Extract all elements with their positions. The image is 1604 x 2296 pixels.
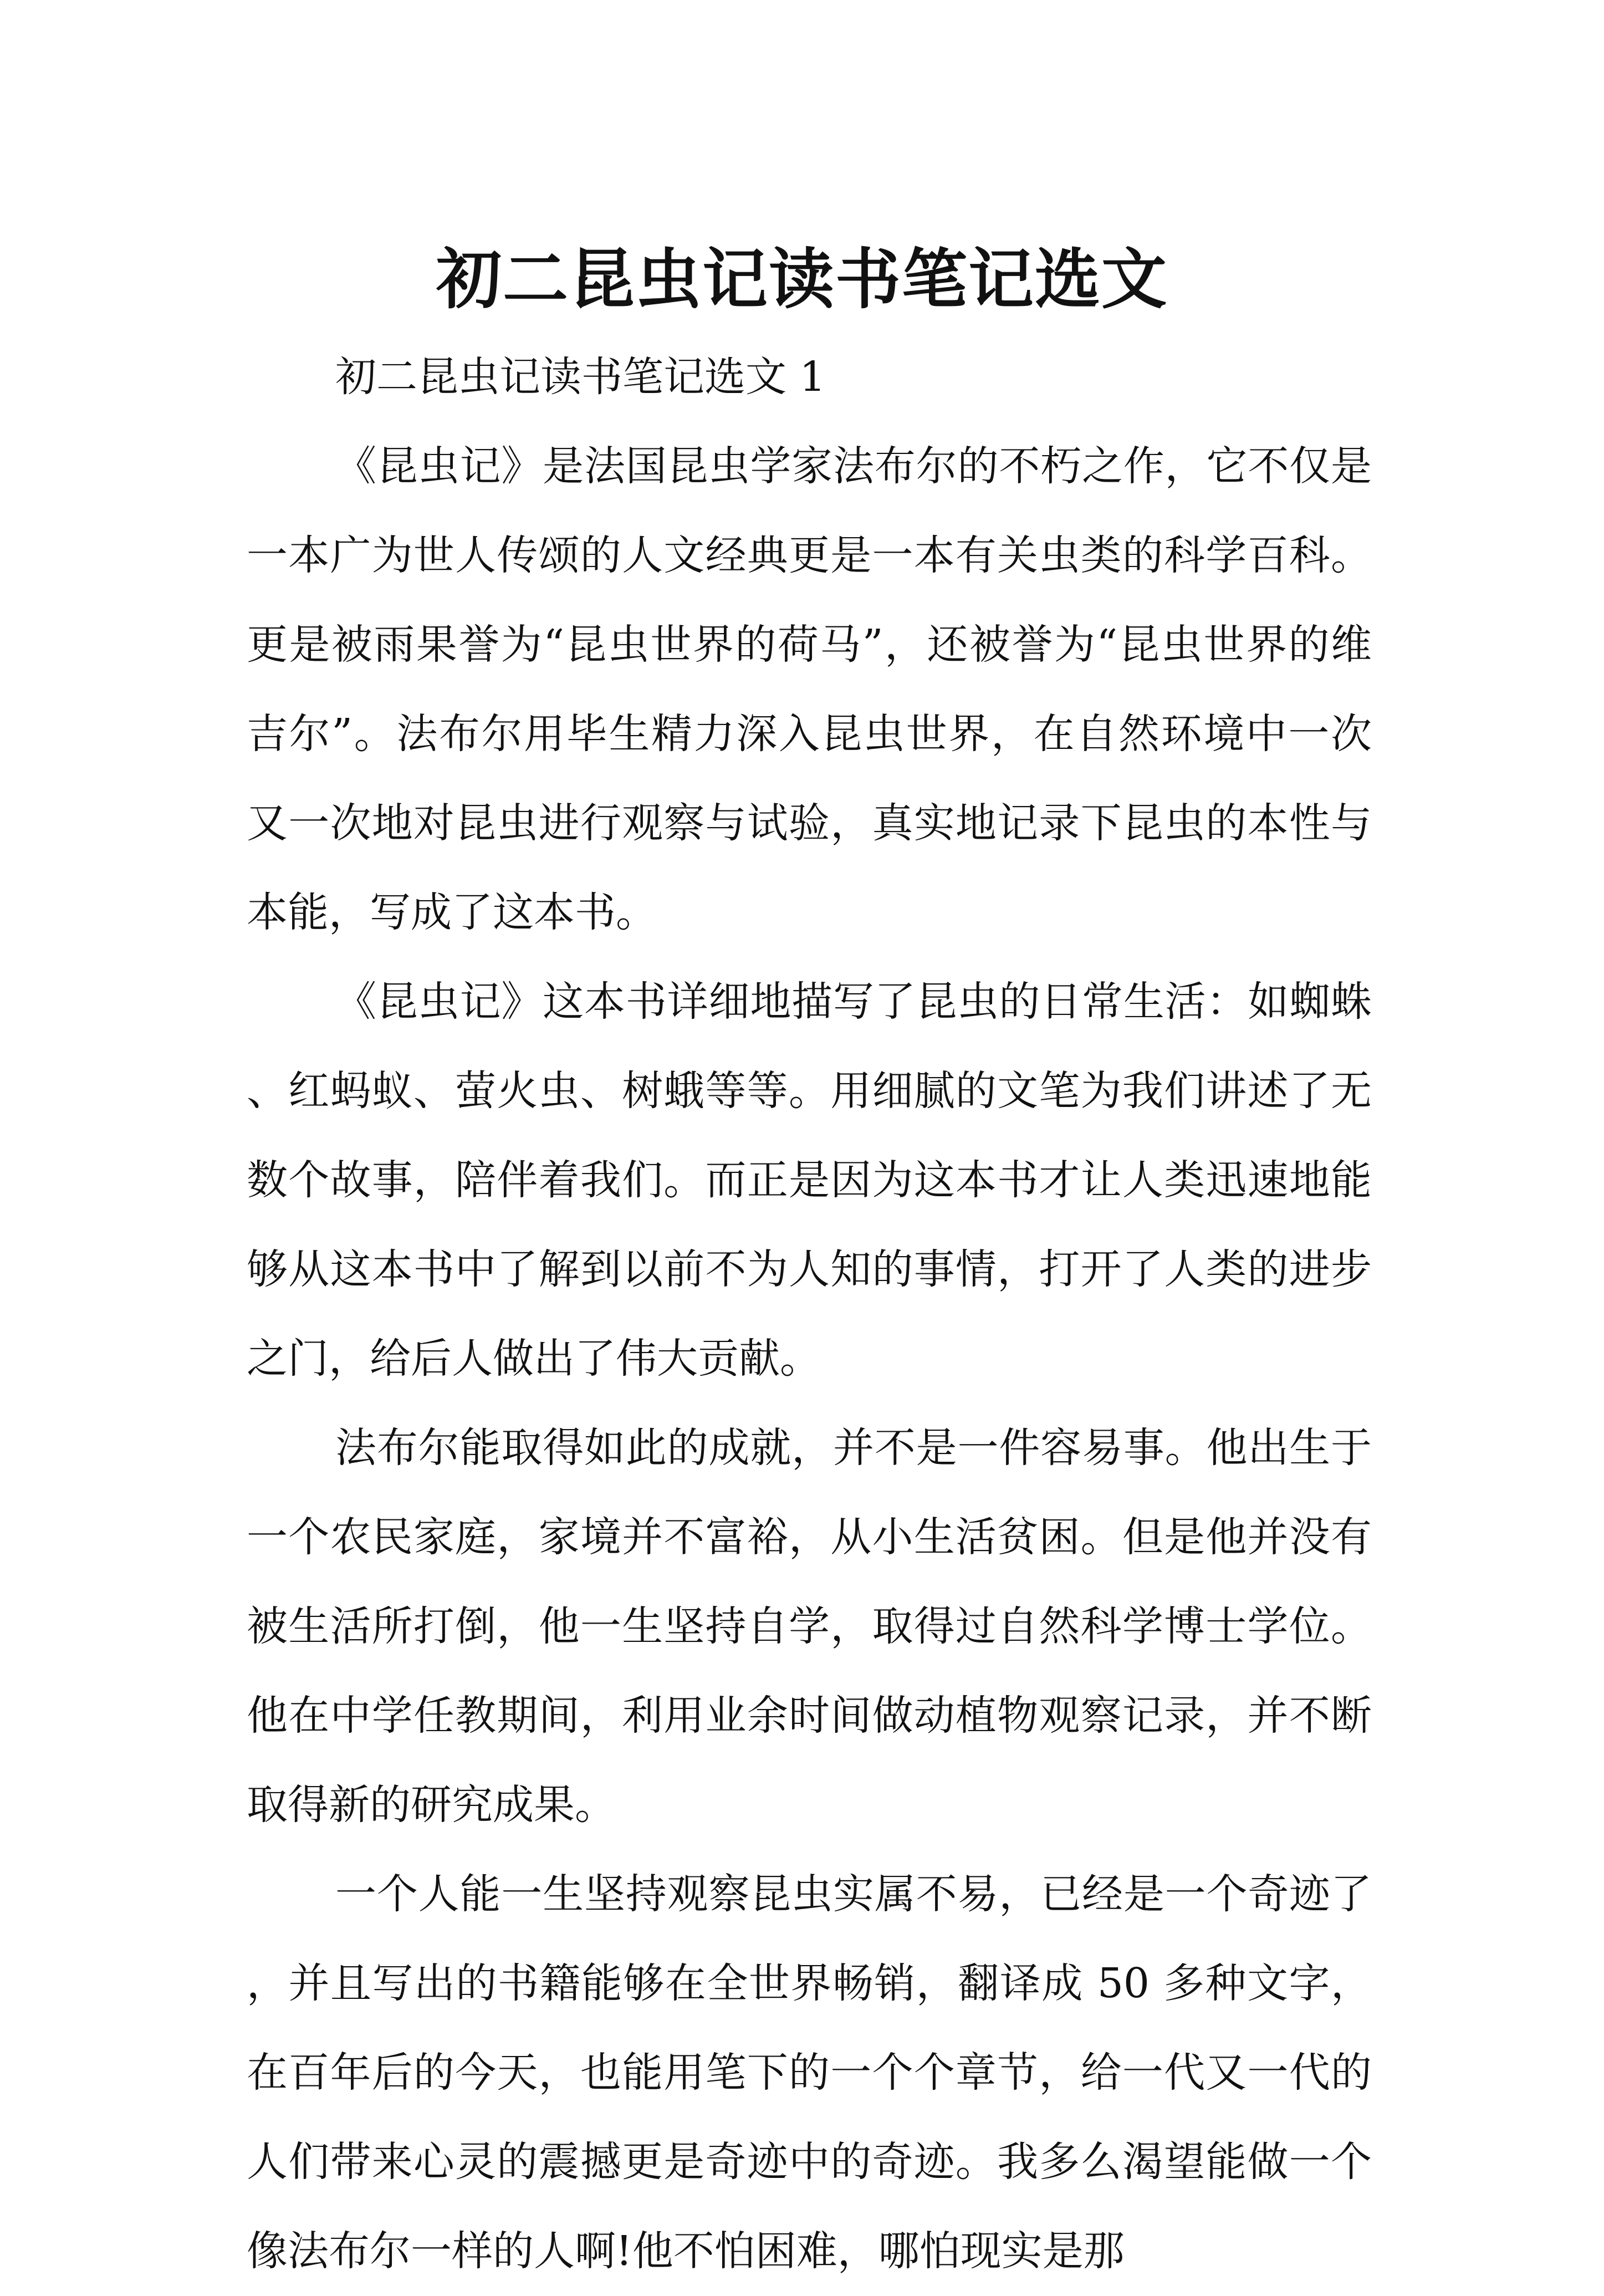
document-body [247, 333, 1372, 2296]
paragraph-1: 《昆虫记》是法国昆虫学家法布尔的不朽之作，它不仅是一本广为世人传颂的人文经典更是一本有关虫类的科学百科。更是被雨果誉为“昆虫世界的荷马”，还被誉为“昆虫世界的维吉尔”。法布尔用毕生精力深入昆虫世界，在自然环境中一次又一次地对昆虫进行观察与试验，真实地记录下昆虫的本性与本能，写成了这本书。 [247, 442, 1372, 936]
paragraph-2: 《昆虫记》这本书详细地描写了昆虫的日常生活：如蜘蛛、红蚂蚁、萤火虫、树蛾等等。用细腻的文笔为我们讲述了无数个故事，陪伴着我们。而正是因为这本书才让人类迅速地能够从这本书中了解到以前不为人知的事情，打开了人类的进步之门，给后人做出了伟大贡献。 [247, 978, 1372, 1382]
section-heading: 初二昆虫记读书笔记选文 1 [335, 353, 826, 401]
paragraph-4: 一个人能一生坚持观察昆虫实属不易，已经是一个奇迹了，并且写出的书籍能够在全世界畅销，翻译成 50 多种文字，在百年后的今天，也能用笔下的一个个章节，给一代又一代的人们带来心灵的震撼更是奇迹中的奇迹。我多么渴望能做一个像法布尔一样的人啊!他不怕困难，哪怕现实是那 [247, 1870, 1372, 2275]
paragraph-3: 法布尔能取得如此的成就，并不是一件容易事。他出生于一个农民家庭，家境并不富裕，从小生活贫困。但是他并没有被生活所打倒，他一生坚持自学，取得过自然科学博士学位。他在中学任教期间，利用业余时间做动植物观察记录，并不断取得新的研究成果。 [247, 1424, 1372, 1829]
document-title: 初二昆虫记读书笔记选文 [436, 241, 1168, 318]
